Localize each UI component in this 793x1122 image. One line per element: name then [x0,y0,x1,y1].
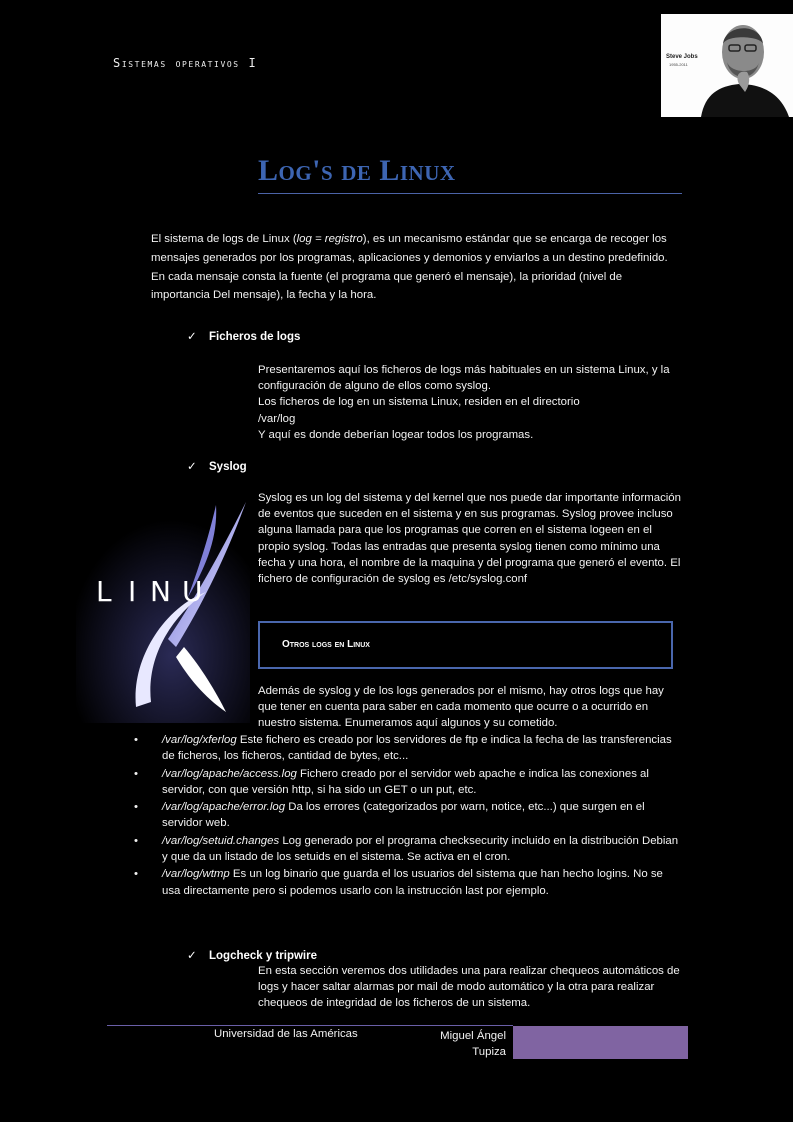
steve-jobs-portrait [661,14,793,117]
header-title: Sistemas operativos I [113,56,258,70]
log-path: /var/log/xferlog [162,734,237,746]
section-heading-label: Syslog [209,461,247,473]
intro-paragraph [151,230,683,305]
otros-logs-heading: Otros logs en Linux [282,639,370,650]
ficheros-line: /var/log [258,412,296,425]
footer-rule [107,1025,513,1026]
checkmark-icon: ✓ [187,950,197,962]
log-files-list [134,732,684,900]
section-heading-logcheck [187,948,317,962]
portrait-caption-years: 1955-2011 [669,62,688,67]
linux-letter: L [96,575,112,608]
otros-logs-box [258,621,673,669]
section-heading-label: Logcheck y tripwire [209,950,318,962]
log-path: /var/log/wtmp [162,868,230,881]
list-item [134,866,684,898]
syslog-paragraph: Syslog es un log del sistema y del kernel que nos puede dar importante información de eventos que suceden en el sistema y en sus programas. Syslog provee incluso alguna llamada para que los programas que corren en el sistema logeen en el propio syslog. Todas las entradas que presenta syslog tienen como mínimo una fecha y una hora, el nombre de la maquina y del programa que generó el evento. El fichero de configuración de syslog es /etc/syslog.conf [258,492,681,586]
log-description: Es un log binario que guarda el los usuarios del sistema que han hecho logins. No se usa directamente pero si podemos usarlo con la instrucción last por ejemplo. [162,868,663,897]
log-path: /var/log/apache/error.log [162,801,286,814]
intro-italic: log = registro [296,233,363,245]
portrait-caption-name: Steve Jobs [666,54,698,60]
section-heading-label: Ficheros de logs [209,331,301,343]
page-title: Log's de Linux [258,154,456,187]
log-description: Da los errores (categorizados por warn, notice, etc...) que surgen en el servidor web. [162,801,645,830]
ficheros-line: Presentaremos aquí los ficheros de logs más habituales en un sistema Linux, y la configuración de alguno de ellos como syslog. [258,364,670,393]
checkmark-icon: ✓ [187,461,197,473]
log-description: Log generado por el programa checksecurity incluido en la distribución Debian y que da un listado de los setuids en el sistema. Se activa en el cron. [162,834,679,863]
linux-letter: U [182,575,203,608]
linux-x-graphic [76,497,250,723]
log-description: Fichero creado por el servidor web apache e indica las conexiones al servidor, con que versión http, si ha sido un GET o un put, etc. [162,767,649,796]
list-item [134,766,684,798]
section-heading-syslog [187,459,247,473]
log-path: /var/log/setuid.changes [162,834,280,847]
section-heading-ficheros [187,329,300,343]
checkmark-icon: ✓ [187,331,197,343]
linux-logo-image [76,497,250,723]
otros-intro-paragraph: Además de syslog y de los logs generados por el mismo, hay otros logs que hay que tener en cuenta para saber en cada momento que ocurre o a ocurrido en nuestro sistema. Enumeramos aquí algunos y su cometido. [258,685,664,730]
intro-text-b: ), es un mecanismo estándar que se encarga de recoger los mensajes generados por los programas, aplicaciones y demonios y enviarlos a un destino predefinido. En cada mensaje consta la fuente (el programa que generó el mensaje), la prioridad (nivel de importancia Del mensaje), la fecha y la hora. [151,233,668,302]
ficheros-line: Y aquí es donde deberían logear todos los programas. [258,428,534,441]
log-path: /var/log/apache/access.log [162,767,297,780]
list-item [134,833,684,865]
title-underline [258,193,682,194]
logcheck-paragraph: En esta sección veremos dos utilidades una para realizar chequeos automáticos de logs y hacer saltar alarmas por mail de modo automático y la otra para realizar chequeos de integridad de los ficheros de un sistema. [258,965,680,1010]
ficheros-block [258,362,682,443]
linux-letter: N [150,575,171,608]
ficheros-line: Los ficheros de log en un sistema Linux, residen en el directorio [258,396,580,409]
intro-text-a: El sistema de logs de Linux ( [151,233,297,245]
list-item [134,799,684,831]
list-item [134,732,684,764]
footer-color-block [513,1026,688,1059]
footer-author: Miguel Ángel Tupiza [440,1030,506,1059]
linux-letter: I [128,575,137,608]
log-description: Este fichero es creado por los servidores de ftp e indica la fecha de las transferencias de ficheros, los ficheros, cantidad de bytes, etc... [162,734,672,763]
footer-university: Universidad de las Américas [214,1028,358,1040]
